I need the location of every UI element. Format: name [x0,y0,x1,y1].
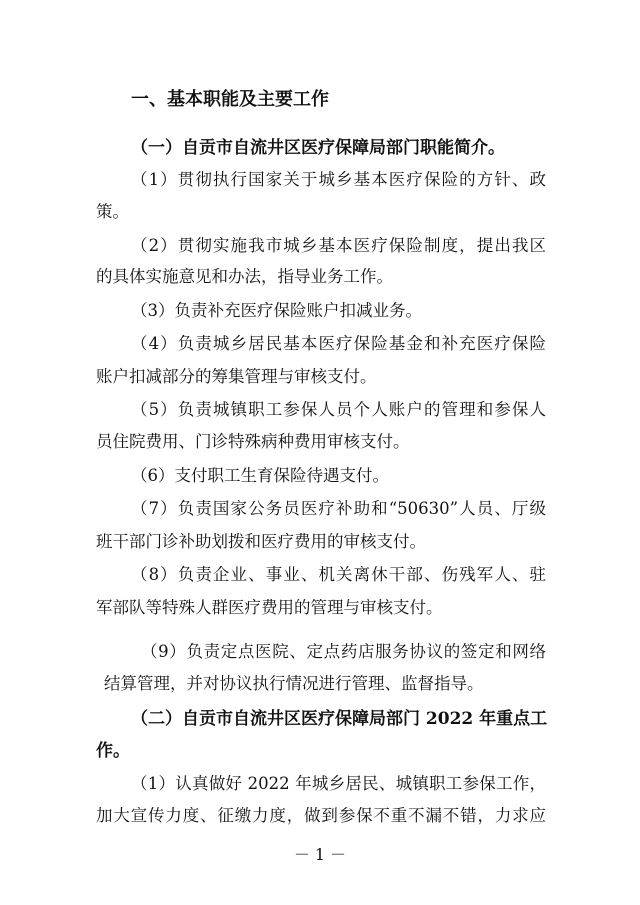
item-2-line-1: （2）贯彻实施我市城乡基本医疗保险制度，提出我区 [131,236,546,255]
item-5-line-1: （5）负责城镇职工参保人员个人账户的管理和参保人 [131,400,546,419]
item-6-line-1: （6）支付职工生育保险待遇支付。 [131,466,389,485]
section-1-title: （一）自贡市自流井区医疗保障局部门职能简介。 [131,138,505,158]
s2-item-1-line-2: 加大宣传力度、征缴力度，做到参保不重不漏不错，力求应 [96,806,546,825]
section-2-title-line-1: （二）自贡市自流井区医疗保障局部门 2022 年重点工 [131,709,548,729]
item-9-line-2: 结算管理，并对协议执行情况进行管理、监督指导。 [104,674,484,693]
heading-basic-functions: 一、基本职能及主要工作 [131,89,329,110]
item-1-line-1: （1）贯彻执行国家关于城乡基本医疗保险的方针、政 [131,170,546,189]
page-number: － 1 － [293,845,347,864]
item-7-line-1: （7）负责国家公务员医疗补助和“50630”人员、厅级 [131,499,546,518]
item-8-line-1: （8）负责企业、事业、机关离休干部、伤残军人、驻 [131,565,546,584]
item-1-line-2: 策。 [96,202,129,221]
item-8-line-2: 军部队等特殊人群医疗费用的管理与审核支付。 [96,598,443,617]
item-5-line-2: 员住院费用、门诊特殊病种费用审核支付。 [96,432,410,451]
item-4-line-2: 账户扣减部分的筹集管理与审核支付。 [96,367,377,386]
item-9-line-1: （9）负责定点医院、定点药店服务协议的签定和网络 [141,642,546,661]
item-7-line-2: 班干部门诊补助划拨和医疗费用的审核支付。 [96,532,426,551]
item-3-line-1: （3）负责补充医疗保险账户扣减业务。 [131,301,422,320]
section-2-title-line-2: 作。 [96,741,130,761]
s2-item-1-line-1: （1）认真做好 2022 年城乡居民、城镇职工参保工作， [131,774,546,793]
item-2-line-2: 的具体实施意见和办法，指导业务工作。 [96,267,393,286]
item-4-line-1: （4）负责城乡居民基本医疗保险基金和补充医疗保险 [131,334,546,353]
